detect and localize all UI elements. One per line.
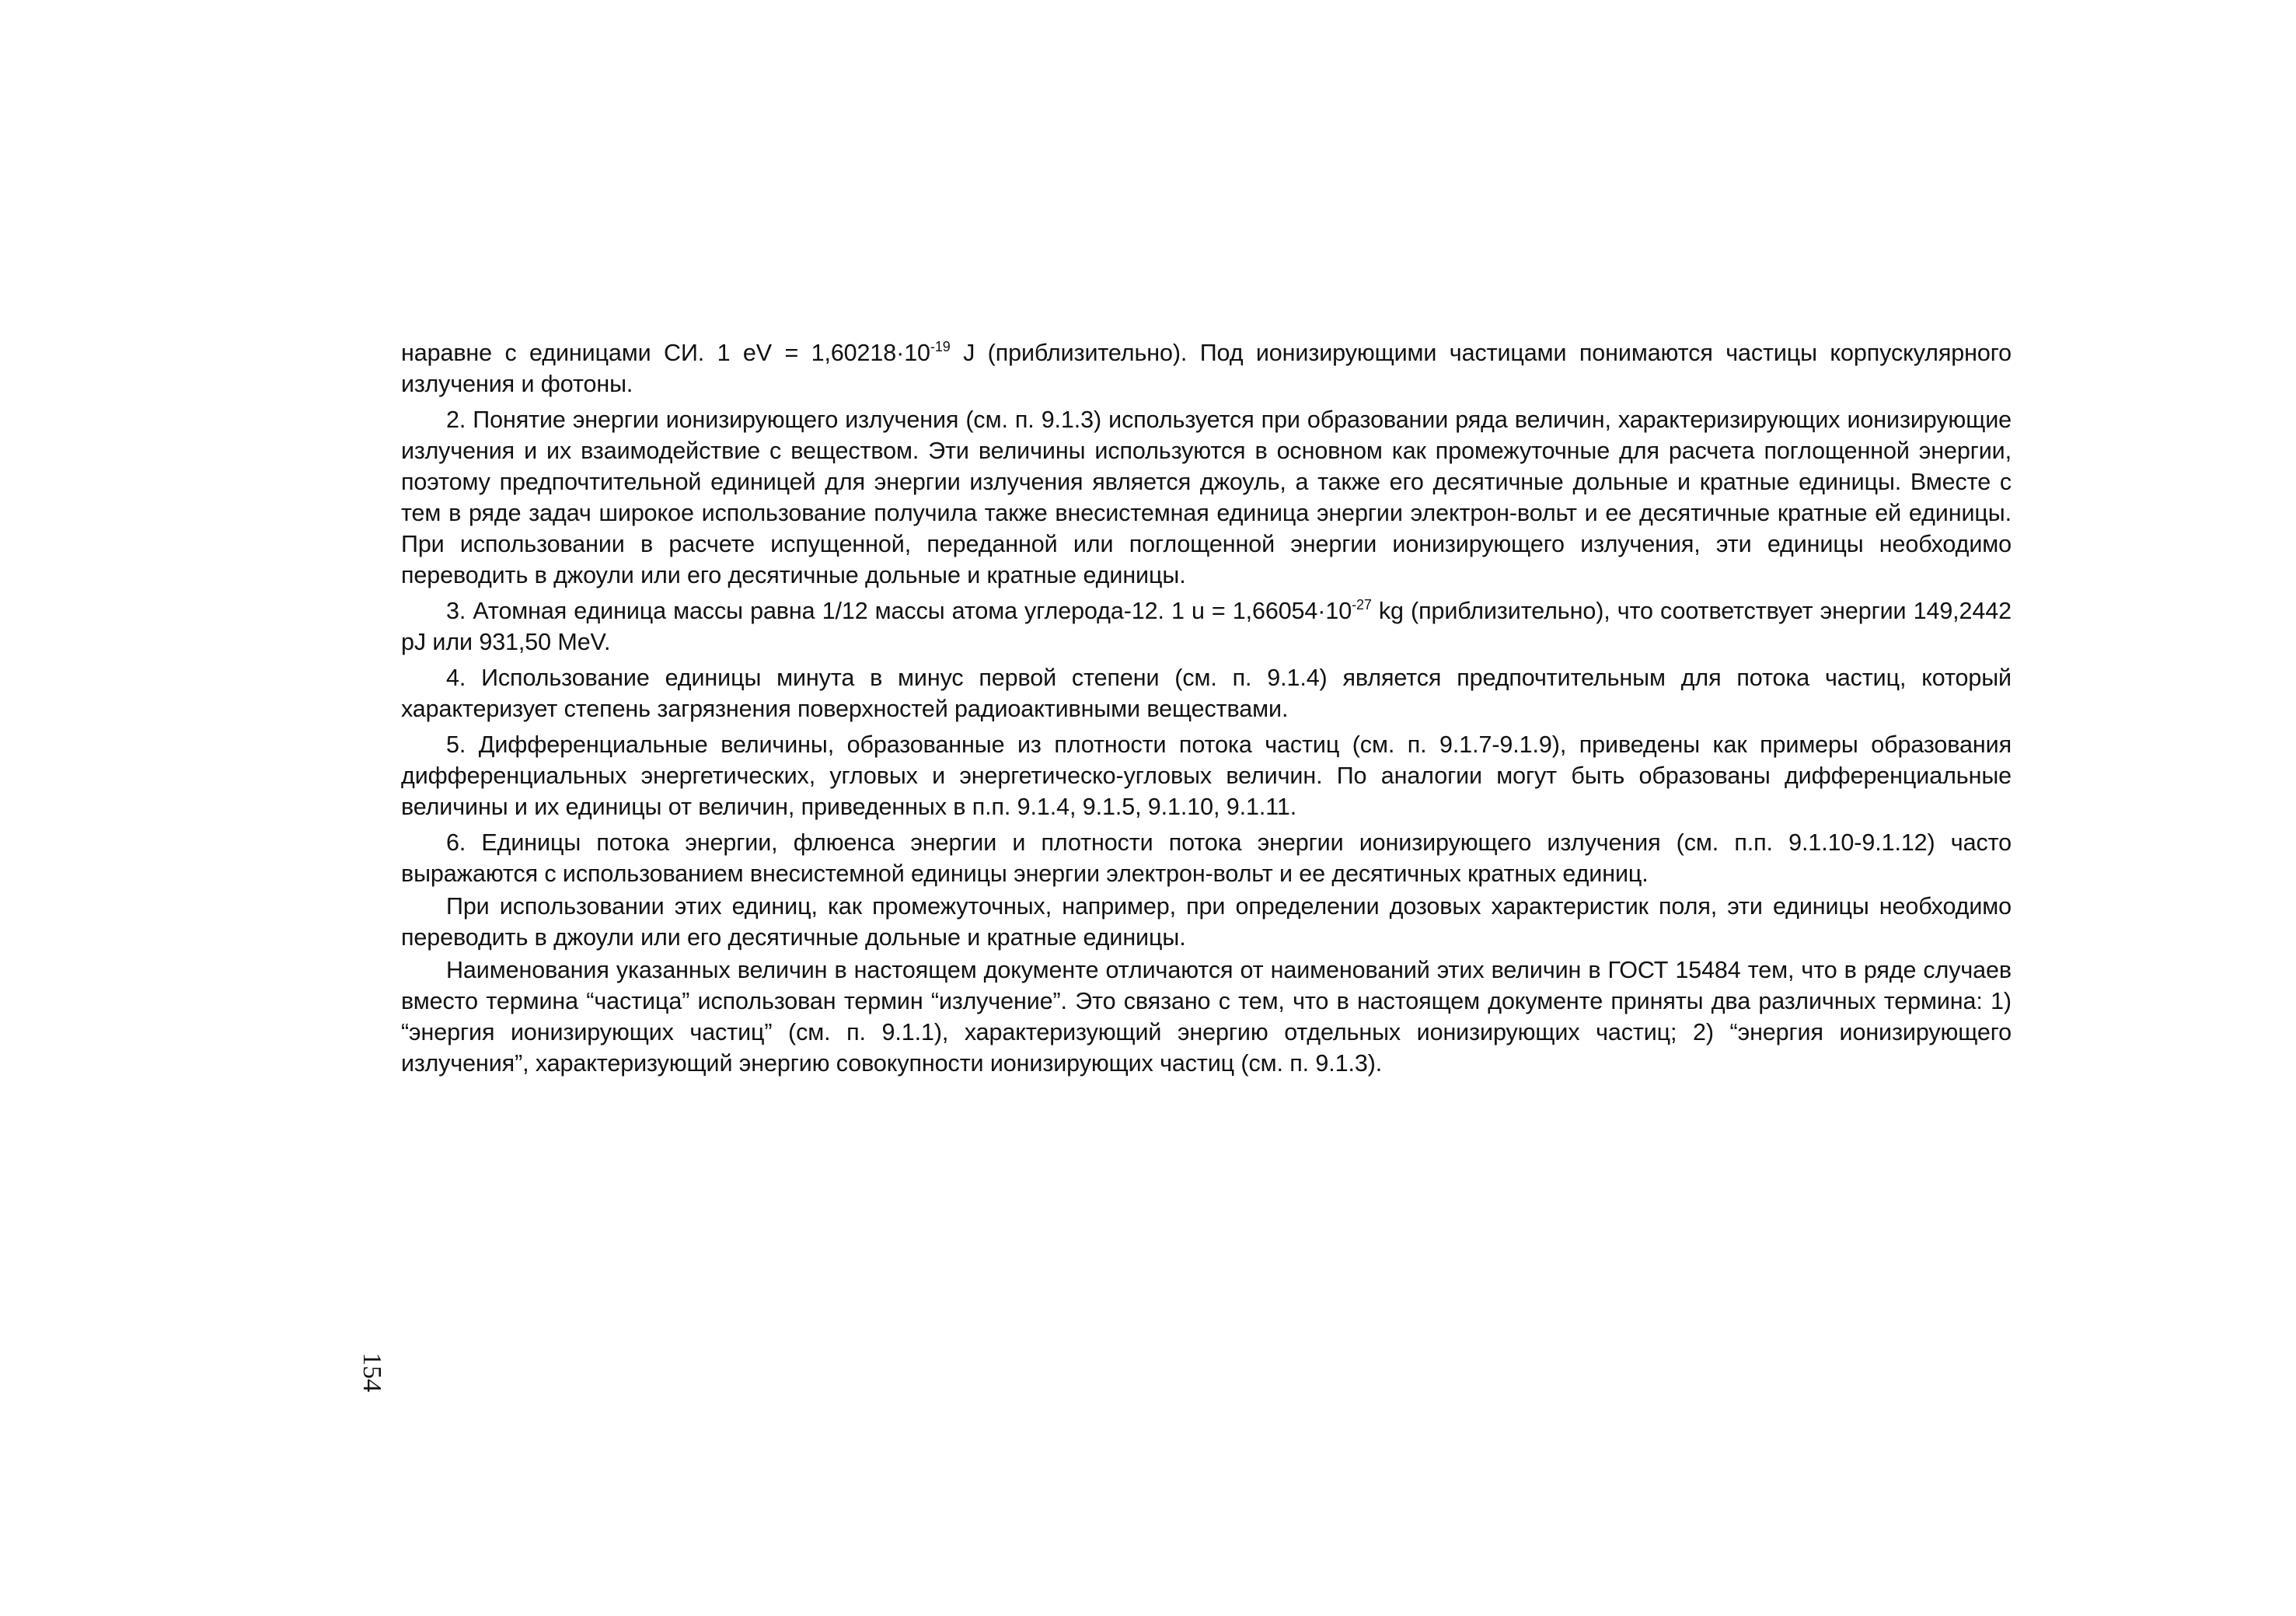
paragraph-continuation — [401, 337, 2012, 400]
exponent: -27 — [1352, 597, 1372, 613]
exponent: -19 — [930, 339, 951, 354]
document-body — [401, 337, 2012, 1080]
page-number: 154 — [358, 1352, 386, 1392]
paragraph-note-6-continued: При использовании этих единиц, как промежуточных, например, при определении дозовых характеристик поля, эти единицы необходимо переводить в джоули или его десятичные дольные и кратные единицы. — [401, 893, 2012, 951]
paragraph-text: kg (приблизительно), что соответствует энергии 149,2442 pJ или 931,50 MeV. — [401, 598, 2012, 655]
paragraph-note-3 — [401, 595, 2012, 658]
paragraph-text: J (приблизительно). Под ионизирующими частицами понимаются частицы корпускулярного излучения и фотоны. — [401, 340, 2012, 397]
paragraph-text: 3. Атомная единица массы равна 1/12 массы атома углерода-12. 1 u = 1,66054·10 — [446, 598, 1352, 624]
paragraph-note-6: 6. Единицы потока энергии, флюенса энергии и плотности потока энергии ионизирующего излучения (см. п.п. 9.1.10-9.1.12) часто выражаются с использованием внесистемной единицы энергии электрон-вольт и ее десятичных кратных единиц. — [401, 829, 2012, 887]
paragraph-note-4: 4. Использование единицы минута в минус первой степени (см. п. 9.1.4) является предпочтительным для потока частиц, который характеризует степень загрязнения поверхностей радиоактивными веществами. — [401, 665, 2012, 722]
paragraph-note-2: 2. Понятие энергии ионизирующего излучения (см. п. 9.1.3) используется при образовании ряда величин, характеризирующих ионизирующие излучения и их взаимодействие с веществом. Эти величины используются в основном как промежуточные для расчета поглощенной энергии, поэтому предпочтительной единицей для энергии излучения является джоуль, а также его десятичные дольные и кратные единицы. Вместе с тем в ряде задач широкое использование получила также внесистемная единица энергии электрон-вольт и ее десятичные кратные ей единицы. При использовании в расчете испущенной, переданной или поглощенной энергии ионизирующего излучения, эти единицы необходимо переводить в джоули или его десятичные дольные и кратные единицы. — [401, 407, 2012, 588]
paragraph-text: наравне с единицами СИ. 1 eV = 1,60218·10 — [401, 340, 930, 366]
paragraph-naming-note: Наименования указанных величин в настоящем документе отличаются от наименований этих величин в ГОСТ 15484 тем, что в ряде случаев вместо термина “частица” использован термин “излучение”. Это связано с тем, что в настоящем документе приняты два различных термина: 1) “энергия ионизирующих частиц” (см. п. 9.1.1), характеризующий энергию отдельных ионизирующих частиц; 2) “энергия ионизирующего излучения”, характеризующий энергию совокупности ионизирующих частиц (см. п. 9.1.3). — [401, 957, 2012, 1077]
paragraph-note-5: 5. Дифференциальные величины, образованные из плотности потока частиц (см. п. 9.1.7-9.1.9), приведены как примеры образования дифференциальных энергетических, угловых и энергетическо-угловых величин. По аналогии могут быть образованы дифференциальные величины и их единицы от величин, приведенных в п.п. 9.1.4, 9.1.5, 9.1.10, 9.1.11. — [401, 731, 2012, 820]
